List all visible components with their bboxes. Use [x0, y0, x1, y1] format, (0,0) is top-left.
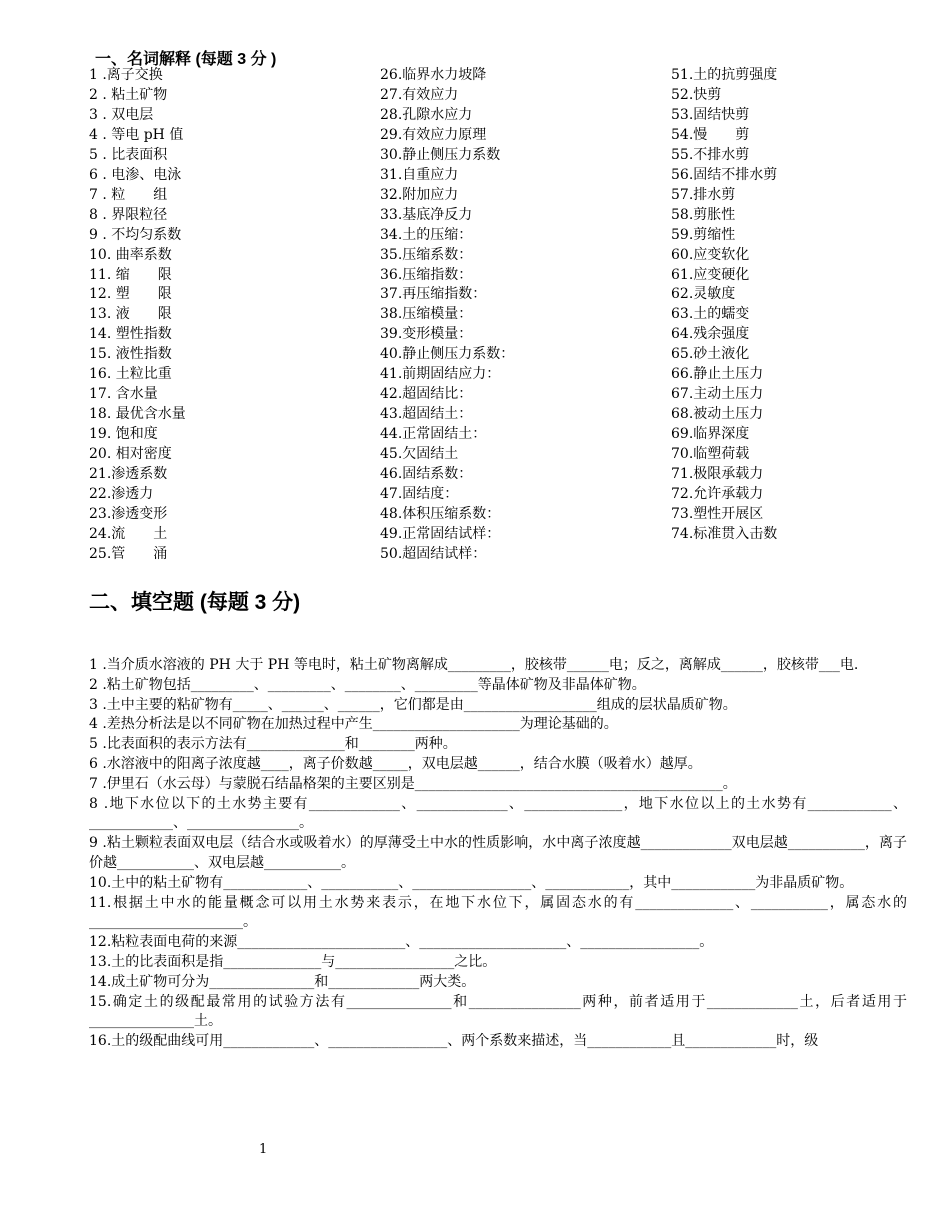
- term-item: 44.正常固结土：: [380, 426, 487, 443]
- term-item: 36.压缩指数：: [380, 266, 473, 283]
- term-item: 34.土的压缩：: [380, 226, 473, 243]
- term-item: 71.极限承载力: [671, 466, 764, 483]
- term-item: 2 . 粘土矿物: [89, 86, 168, 103]
- term-item: 63.土的蠕变: [671, 306, 750, 323]
- question-item: 10.土中的粘土矿物有____________、___________、_________________、____________，其中____________为非晶质矿物。: [89, 874, 854, 891]
- question-item: 16.土的级配曲线可用_____________、_________________、两个系数来描述，当____________且_____________时，级: [89, 1033, 819, 1050]
- question-item: 2 .粘土矿物包括_________、_________、________、_________等晶体矿物及非晶体矿物。: [89, 676, 646, 693]
- section1-title: 一、名词解释 (每题 3 分 ): [95, 51, 277, 68]
- term-item: 28.孔隙水应力: [380, 106, 473, 123]
- term-item: 32.附加应力: [380, 186, 459, 203]
- term-item: 18. 最优含水量: [89, 406, 186, 423]
- term-item: 27.有效应力: [380, 86, 459, 103]
- term-item: 60.应变软化: [671, 246, 750, 263]
- term-item: 8 . 界限粒径: [89, 206, 168, 223]
- term-item: 23.渗透变形: [89, 505, 168, 522]
- section2-title: 二、填空题 (每题 3 分): [89, 591, 301, 614]
- term-item: 51.土的抗剪强度: [671, 67, 778, 83]
- term-item: 72.允许承载力: [671, 486, 764, 503]
- question-item: 8 .地下水位以下的土水势主要有_____________、_____________、______________，地下水位以上的土水势有____________、____________、________________。: [89, 795, 907, 832]
- term-item: 24.流 土: [89, 525, 168, 542]
- term-item: 12. 塑 限: [89, 286, 172, 303]
- question-item: 1 .当介质水溶液的 PH 大于 PH 等电时，粘土矿物离解成_________，胶核带______电；反之，离解成______，胶核带___电.: [89, 657, 859, 673]
- term-item: 30.静止侧压力系数: [380, 146, 501, 163]
- term-column-3: [671, 66, 777, 545]
- term-item: 55.不排水剪: [671, 146, 750, 163]
- question-item: 7 .伊里石（水云母）与蒙脱石结晶格架的主要区别是____________________________________________。: [89, 775, 737, 792]
- term-item: 41.前期固结应力：: [380, 366, 501, 383]
- term-item: 69.临界深度: [671, 426, 750, 443]
- term-item: 40.静止侧压力系数：: [380, 346, 515, 363]
- question-item: 5 .比表面积的表示方法有______________和________两种。: [89, 736, 457, 753]
- term-item: 25.管 涌: [89, 545, 168, 562]
- term-item: 46.固结系数：: [380, 466, 473, 483]
- question-item: 3 .土中主要的粘矿物有_____、______、______，它们都是由___________________组成的层状晶质矿物。: [89, 696, 737, 713]
- term-item: 35.压缩系数：: [380, 246, 473, 263]
- question-item: 11.根据土中水的能量概念可以用土水势来表示，在地下水位下，属固态水的有______________、___________，属态水的______________________。: [89, 894, 907, 931]
- term-item: 11. 缩 限: [89, 266, 172, 283]
- term-item: 54.慢 剪: [671, 126, 750, 143]
- term-item: 62.灵敏度: [671, 286, 736, 303]
- term-column-1: [89, 66, 186, 565]
- term-item: 74.标准贯入击数: [671, 525, 778, 542]
- term-item: 14. 塑性指数: [89, 326, 172, 343]
- term-item: 56.固结不排水剪: [671, 166, 778, 183]
- term-item: 49.正常固结试样：: [380, 525, 501, 542]
- term-item: 17. 含水量: [89, 386, 158, 403]
- term-column-2: [380, 66, 514, 565]
- fill-blank-questions: [89, 656, 907, 1052]
- question-item: 13.土的比表面积是指______________与_________________之比。: [89, 953, 497, 970]
- term-item: 33.基底净反力: [380, 206, 473, 223]
- page-number: 1: [259, 1142, 268, 1157]
- term-item: 59.剪缩性: [671, 226, 736, 243]
- term-item: 37.再压缩指数：: [380, 286, 487, 303]
- term-item: 58.剪胀性: [671, 206, 736, 223]
- term-item: 15. 液性指数: [89, 346, 172, 363]
- term-item: 42.超固结比：: [380, 386, 473, 403]
- term-item: 66.静止土压力: [671, 366, 764, 383]
- term-item: 65.砂土液化: [671, 346, 750, 363]
- term-item: 47.固结度：: [380, 486, 459, 503]
- question-item: 14.成土矿物可分为_______________和_____________两大类。: [89, 973, 476, 990]
- term-item: 6 . 电渗、电泳: [89, 166, 182, 183]
- term-item: 50.超固结试样：: [380, 545, 487, 562]
- term-item: 39.变形模量：: [380, 326, 473, 343]
- question-item: 15.确定土的级配最常用的试验方法有_______________和________________两种，前者适用于_____________土，后者适用于_______________土。: [89, 993, 907, 1030]
- term-item: 13. 液 限: [89, 306, 172, 323]
- term-item: 64.残余强度: [671, 326, 750, 343]
- term-item: 26.临界水力坡降: [380, 67, 487, 83]
- question-item: 12.粘粒表面电荷的来源________________________、_____________________、_________________。: [89, 934, 714, 951]
- term-item: 9 . 不均匀系数: [89, 226, 182, 243]
- term-item: 7 . 粒 组: [89, 186, 168, 203]
- term-item: 31.自重应力: [380, 166, 459, 183]
- term-item: 20. 相对密度: [89, 446, 172, 463]
- term-item: 52.快剪: [671, 86, 722, 103]
- term-item: 38.压缩模量：: [380, 306, 473, 323]
- question-item: 4 .差热分析法是以不同矿物在加热过程中产生_____________________为理论基础的。: [89, 716, 618, 733]
- term-item: 61.应变硬化: [671, 266, 750, 283]
- term-item: 19. 饱和度: [89, 426, 158, 443]
- term-item: 48.体积压缩系数：: [380, 505, 501, 522]
- term-item: 68.被动土压力: [671, 406, 764, 423]
- question-item: 6 .水溶液中的阳离子浓度越____，离子价数越_____，双电层越______，结合水膜（吸着水）越厚。: [89, 755, 702, 772]
- term-item: 29.有效应力原理: [380, 126, 487, 143]
- term-item: 70.临塑荷载: [671, 446, 750, 463]
- term-item: 45.欠固结土: [380, 446, 459, 463]
- term-item: 1 .离子交换: [89, 67, 163, 83]
- term-item: 22.渗透力: [89, 486, 154, 503]
- term-item: 5 . 比表面积: [89, 146, 168, 163]
- term-item: 73.塑性开展区: [671, 505, 764, 522]
- term-item: 10. 曲率系数: [89, 246, 172, 263]
- term-item: 53.固结快剪: [671, 106, 750, 123]
- term-item: 4 . 等电 pH 值: [89, 126, 184, 143]
- term-item: 43.超固结土：: [380, 406, 473, 423]
- term-item: 3 . 双电层: [89, 106, 154, 123]
- term-item: 57.排水剪: [671, 186, 736, 203]
- question-item: 9 .粘土颗粒表面双电层（结合水或吸着水）的厚薄受土中水的性质影响，水中离子浓度越_____________双电层越___________，离子价越___________、双电层越___________。: [89, 835, 907, 871]
- term-item: 67.主动土压力: [671, 386, 764, 403]
- term-item: 16. 土粒比重: [89, 366, 172, 383]
- term-item: 21.渗透系数: [89, 466, 168, 483]
